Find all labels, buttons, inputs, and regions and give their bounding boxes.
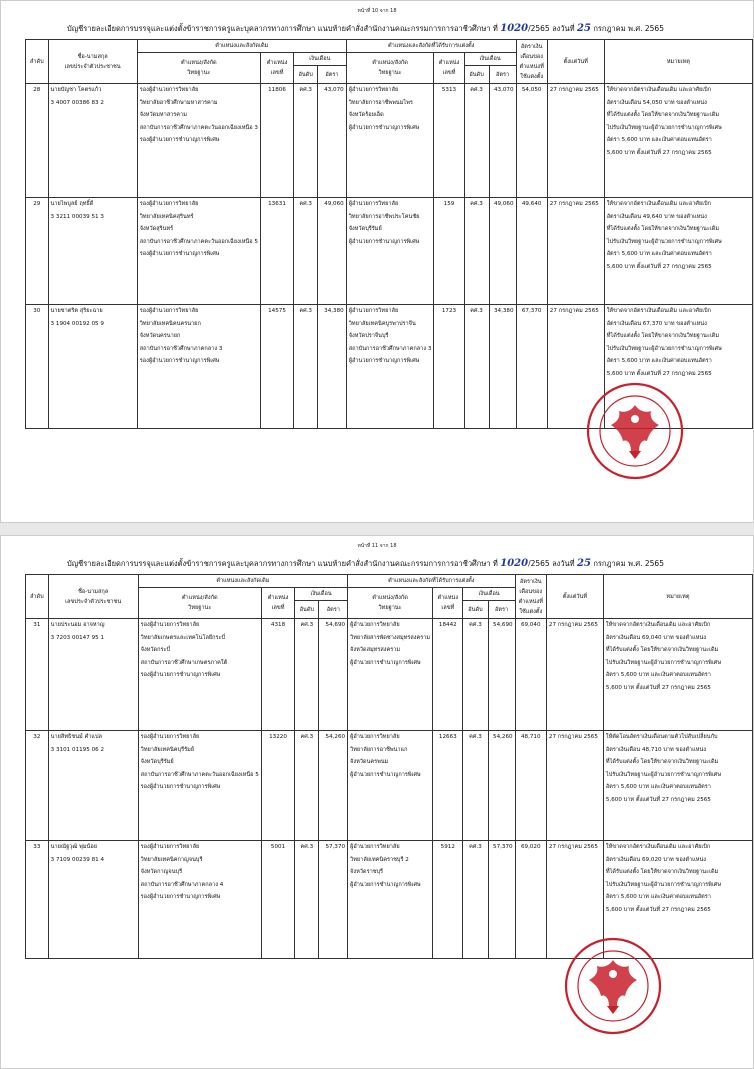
row-new-salary: 54,690 [488,619,515,731]
cell-line: วิทยาลัยการอาชีพประโคนชัย [348,213,420,220]
row-new-position-number: 5912 [433,841,463,959]
header-old-position-number [260,53,293,84]
appointment-row [26,198,753,305]
cell-line: ผู้อำนวยการชำนาญการพิเศษ [350,771,421,778]
row-person [48,731,138,841]
cell-line: วิทยาลัยเกษตรและเทคโนโลยีกระบี่ [140,634,226,641]
cell-line: ผู้อำนวยการวิทยาลัย [350,844,400,850]
document-page-1 [0,0,754,523]
cell-line: ให้ตัดโอนอัตราเงินเดือนตามตัวไปสับเปลี่ยนกับ [605,734,718,740]
header-old-position-group: ตำแหน่งและสังกัดเดิม [138,575,347,588]
cell-line: รองผู้อำนวยการชำนาญการพิเศษ [139,358,220,364]
person-name: นายบัญชา โคตรแก้ว [50,87,102,93]
cell-line: รองผู้อำนวยการวิทยาลัย [139,201,199,207]
header-line: วิทยฐานะ [378,605,402,611]
row-old-position-number: 14575 [260,305,293,429]
header-line: ตำแหน่ง [266,60,288,66]
person-name: นายณัฐวุฒิ พุ่มน้อย [50,844,97,850]
cell-line: ที่ได้รับแต่งตั้ง โดยให้ขาดจากเงินวิทยฐานะเดิม [605,759,719,765]
cell-line: ผู้อำนวยการชำนาญการพิเศษ [348,238,420,245]
cell-line: จังหวัดบุรีรัมย์ [140,759,174,765]
page-number: หน้าที่ 10 จาก 18 [357,8,397,14]
title-prefix: บัญชีรายละเอียดการบรรจุและแต่งตั้งข้าราชการครูและบุคลากรทางการศึกษา แนบท้ายคำสั่งสำนักงานคณะกรรมการการอาชีวศึกษา ที่ [67,559,498,568]
header-citizen-id: เลขประจำตัวประชาชน [64,63,121,70]
header-allowance [515,575,546,619]
cell-line: จังหวัดนครพนม [350,759,389,765]
header-new-rank: อันดับ [464,66,489,84]
header-allowance-line: ตำแหน่งที่ [518,598,543,605]
cell-line: ที่ได้รับแต่งตั้ง โดยให้ขาดจากเงินวิทยฐานะเดิม [606,226,720,232]
row-seq: 28 [26,84,49,198]
document-title [67,23,747,35]
row-old-position [138,731,261,841]
cell-line: จังหวัดราชบุรี [350,869,384,875]
handwritten-order-number: 1020 [500,558,529,569]
cell-line: วิทยาลัยการอาชีพพนมไพร [348,99,413,106]
header-seq: ลำดับ [26,40,49,84]
header-allowance-line: ตำแหน่งที่ [519,63,544,70]
cell-line: วิทยาลัยเทคนิคสุรินทร์ [139,213,194,220]
cell-line: รองผู้อำนวยการวิทยาลัย [139,308,199,314]
header-allowance-line: อัตราเงิน [520,43,543,50]
citizen-id: 3 7109 00239 81 4 [50,856,105,863]
title-mid: /2565 ลงวันที่ [528,24,575,33]
row-new-salary: 57,370 [488,841,515,959]
header-allowance-line: เดือนของ [520,53,543,60]
cell-line: ไปรับเงินวิทยฐานะผู้อำนวยการชำนาญการพิเศษ [606,124,722,131]
header-line: ตำแหน่ง/สังกัด [372,595,408,601]
header-old-position-number [261,588,294,619]
cell-line: รองผู้อำนวยการชำนาญการพิเศษ [140,784,221,790]
row-old-rank: คศ.3 [294,305,318,429]
row-person [48,841,138,959]
row-effective-date: 27 กรกฎาคม 2565 [547,84,604,198]
header-new-salary: เงินเดือน [463,588,515,601]
appointment-row [26,619,753,731]
header-new-salary: เงินเดือน [464,53,516,66]
cell-line: วิทยาลัยเทคนิคนครนายก [139,320,201,327]
cell-line: ให้ขาดจากอัตราเงินเดือนเดิม และอาศัยเบิก [606,87,712,93]
cell-line: อัตรา 5,600 บาท และเงินค่าตอบแทนอัตรา [606,358,712,364]
cell-line: ไปรับเงินวิทยฐานะผู้อำนวยการชำนาญการพิเศษ [606,345,722,352]
header-new-rate: อัตรา [488,601,515,619]
cell-line: จังหวัดสุรินทร์ [139,226,174,232]
header-old-position-affiliation [137,53,260,84]
header-old-rate: อัตรา [318,66,347,84]
cell-line: 5,600 บาท ตั้งแต่วันที่ 27 กรกฎาคม 2565 [605,796,711,803]
header-line: เลขที่ [442,70,456,76]
row-new-salary: 54,260 [488,731,515,841]
row-old-position-number: 13631 [260,198,293,305]
cell-line: จังหวัดมหาสารคาม [139,112,187,118]
row-new-position-number: 5313 [434,84,464,198]
cell-line: วิทยาลัยสารพัดช่างสมุทรสงคราม [350,634,431,641]
header-line: ตำแหน่ง [437,595,459,601]
row-seq: 32 [26,731,49,841]
cell-line: รองผู้อำนวยการชำนาญการพิเศษ [139,137,220,143]
row-old-rank: คศ.3 [295,841,319,959]
cell-line: ไปรับเงินวิทยฐานะผู้อำนวยการชำนาญการพิเศษ [605,881,722,888]
page-number: หน้าที่ 11 จาก 18 [357,543,397,549]
header-line: ตำแหน่ง [438,60,460,66]
cell-line: อัตราเงินเดือน 69,020 บาท ของตำแหน่ง [605,856,707,863]
cell-line: วิทยาลัยเทคนิคราชบุรี 2 [350,856,409,863]
person-name: นายไพบูลย์ ฤทธิ์ดี [50,201,94,207]
header-line: เลขที่ [441,605,455,611]
cell-line: 5,600 บาท ตั้งแต่วันที่ 27 กรกฎาคม 2565 [606,370,712,377]
cell-line: อัตราเงินเดือน 54,050 บาท ของตำแหน่ง [606,99,707,106]
person-name: นายสิทธิชนม์ คำแปล [50,734,102,740]
cell-line: รองผู้อำนวยการวิทยาลัย [140,844,200,850]
cell-line: รองผู้อำนวยการวิทยาลัย [139,87,199,93]
header-line: วิทยฐานะ [188,605,212,611]
header-line: ตำแหน่ง [267,595,289,601]
cell-line: จังหวัดสมุทรสงคราม [350,647,401,653]
header-allowance [516,40,547,84]
header-new-position-group: ตำแหน่งและสังกัดที่ได้รับการแต่งตั้ง [346,40,516,53]
header-citizen-id: เลขประจำตัวประชาชน [65,598,122,605]
header-new-position-number [434,53,464,84]
row-new-position [346,84,434,198]
header-old-rank: อันดับ [294,66,318,84]
cell-line: จังหวัดร้อยเอ็ด [348,112,384,118]
header-remarks: หมายเหตุ [603,575,752,619]
person-name: นายชาตริต สุริยะฉาย [50,308,103,314]
row-old-rank: คศ.3 [295,619,319,731]
row-allowance: 67,370 [516,305,547,429]
citizen-id: 3 3211 00039 51 3 [50,213,104,220]
row-old-salary: 54,690 [319,619,348,731]
handwritten-order-number: 1020 [500,23,529,34]
header-old-position-affiliation [138,588,261,619]
header-old-salary: เงินเดือน [294,53,347,66]
header-remarks: หมายเหตุ [604,40,752,84]
header-line: ตำแหน่ง/สังกัด [372,60,408,66]
cell-line: 5,600 บาท ตั้งแต่วันที่ 27 กรกฎาคม 2565 [605,684,711,691]
cell-line: อัตรา 5,600 บาท และเงินค่าตอบแทนอัตรา [605,894,711,900]
cell-line: สถาบันการอาชีวศึกษาภาคตะวันออกเฉียงเหนือ 3 [139,124,258,131]
citizen-id: 3 1904 00192 05 9 [50,320,104,327]
row-allowance: 54,050 [516,84,547,198]
cell-line: จังหวัดกาญจนบุรี [140,869,183,875]
header-old-rank: อันดับ [295,601,319,619]
title-suffix: กรกฎาคม พ.ศ. 2565 [593,24,664,33]
row-person [48,305,137,429]
row-old-rank: คศ.3 [294,198,318,305]
row-old-rank: คศ.3 [295,731,319,841]
cell-line: สถาบันการอาชีวศึกษาภาคกลาง 3 [139,345,223,352]
cell-line: ผู้อำนวยการวิทยาลัย [348,87,399,93]
cell-line: ไปรับเงินวิทยฐานะผู้อำนวยการชำนาญการพิเศษ [605,771,722,778]
row-new-rank: คศ.3 [463,731,488,841]
row-effective-date: 27 กรกฎาคม 2565 [547,198,604,305]
row-new-position-number: 12663 [433,731,463,841]
row-new-rank: คศ.3 [464,305,489,429]
cell-line: สถาบันการอาชีวศึกษาภาคตะวันออกเฉียงเหนือ 5 [140,771,259,778]
row-new-rank: คศ.3 [464,198,489,305]
row-old-salary: 43,070 [318,84,347,198]
appointment-table [25,39,753,429]
row-remarks [604,198,752,305]
row-allowance: 49,640 [516,198,547,305]
cell-line: ผู้อำนวยการวิทยาลัย [350,622,400,628]
row-new-salary: 34,380 [489,305,516,429]
handwritten-order-day: 25 [577,558,591,569]
cell-line: อัตรา 5,600 บาท และเงินค่าตอบแทนอัตรา [606,251,712,257]
header-new-position-number [433,588,463,619]
row-new-salary: 49,060 [489,198,516,305]
cell-line: ผู้อำนวยการวิทยาลัย [348,201,399,207]
cell-line: ผู้อำนวยการชำนาญการพิเศษ [350,881,421,888]
header-name-id [48,40,137,84]
cell-line: สถาบันการอาชีวศึกษาภาคกลาง 3 [348,345,432,352]
cell-line: จังหวัดปราจีนบุรี [348,333,389,339]
official-seal [563,936,663,1036]
row-allowance: 69,020 [515,841,546,959]
row-remarks [604,84,752,198]
header-old-rate: อัตรา [319,601,348,619]
header-effective-date: ตั้งแต่วันที่ [546,575,603,619]
cell-line: 5,600 บาท ตั้งแต่วันที่ 27 กรกฎาคม 2565 [606,149,712,156]
cell-line: สถาบันการอาชีวศึกษาภาคตะวันออกเฉียงเหนือ 5 [139,238,258,245]
row-old-position-number: 13220 [261,731,294,841]
row-old-position [138,619,261,731]
row-new-rank: คศ.3 [464,84,489,198]
cell-line: อัตราเงินเดือน 49,640 บาท ของตำแหน่ง [606,213,707,220]
header-effective-date: ตั้งแต่วันที่ [547,40,604,84]
cell-line: วิทยาลัยเทคนิคกาญจนบุรี [140,856,203,863]
row-old-salary: 57,370 [319,841,348,959]
row-old-rank: คศ.3 [294,84,318,198]
row-remarks [603,731,752,841]
citizen-id: 3 3101 01195 06 2 [50,746,105,753]
cell-line: ผู้อำนวยการวิทยาลัย [350,734,400,740]
cell-line: 5,600 บาท ตั้งแต่วันที่ 27 กรกฎาคม 2565 [605,906,711,913]
row-allowance: 69,040 [515,619,546,731]
row-old-position [137,198,260,305]
row-person [48,619,138,731]
row-old-salary: 34,380 [318,305,347,429]
row-person [48,198,137,305]
header-new-rank: อันดับ [463,601,488,619]
title-mid: /2565 ลงวันที่ [528,559,575,568]
cell-line: สถาบันการอาชีวศึกษาเกษตรภาคใต้ [140,659,228,666]
handwritten-order-day: 25 [577,23,591,34]
cell-line: ผู้อำนวยการวิทยาลัย [348,308,399,314]
header-line: วิทยฐานะ [378,70,402,76]
cell-line: อัตรา 5,600 บาท และเงินค่าตอบแทนอัตรา [606,137,712,143]
header-allowance-line: ใช้แต่งตั้ง [520,73,544,80]
cell-line: ผู้อำนวยการชำนาญการพิเศษ [348,124,420,131]
header-line: ตำแหน่ง/สังกัด [181,60,217,66]
title-prefix: บัญชีรายละเอียดการบรรจุและแต่งตั้งข้าราชการครูและบุคลากรทางการศึกษา แนบท้ายคำสั่งสำนักงานคณะกรรมการการอาชีวศึกษา ที่ [67,24,498,33]
cell-line: ที่ได้รับแต่งตั้ง โดยให้ขาดจากเงินวิทยฐานะเดิม [606,333,720,339]
row-person [48,84,137,198]
row-old-position-number: 4318 [261,619,294,731]
header-new-position-group: ตำแหน่งและสังกัดที่ได้รับการแต่งตั้ง [348,575,516,588]
cell-line: ไปรับเงินวิทยฐานะผู้อำนวยการชำนาญการพิเศษ [606,238,722,245]
row-old-position-number: 11806 [260,84,293,198]
cell-line: รองผู้อำนวยการชำนาญการพิเศษ [139,251,220,257]
header-line: เลขที่ [271,605,285,611]
row-effective-date: 27 กรกฎาคม 2565 [546,841,603,959]
cell-line: ที่ได้รับแต่งตั้ง โดยให้ขาดจากเงินวิทยฐานะเดิม [605,869,719,875]
row-new-position-number: 18442 [433,619,463,731]
cell-line: อัตราเงินเดือน 69,040 บาท ของตำแหน่ง [605,634,707,641]
cell-line: อัตรา 5,600 บาท และเงินค่าตอบแทนอัตรา [605,784,711,790]
row-old-position [137,305,260,429]
cell-line: รองผู้อำนวยการชำนาญการพิเศษ [140,894,221,900]
row-effective-date: 27 กรกฎาคม 2565 [546,619,603,731]
row-allowance: 48,710 [515,731,546,841]
row-new-position [348,731,433,841]
cell-line: ให้ขาดจากอัตราเงินเดือนเดิม และอาศัยเบิก [606,308,712,314]
row-old-position-number: 5001 [261,841,294,959]
cell-line: ที่ได้รับแต่งตั้ง โดยให้ขาดจากเงินวิทยฐานะเดิม [605,647,719,653]
header-line: วิทยฐานะ [187,70,211,76]
header-new-position-affiliation [346,53,434,84]
row-new-position-number: 1723 [434,305,464,429]
cell-line: จังหวัดนครนายก [139,333,181,339]
row-new-rank: คศ.3 [463,619,488,731]
citizen-id: 3 7203 00147 95 1 [50,634,105,641]
cell-line: 5,600 บาท ตั้งแต่วันที่ 27 กรกฎาคม 2565 [606,263,712,270]
row-effective-date: 27 กรกฎาคม 2565 [546,731,603,841]
cell-line: อัตราเงินเดือน 48,710 บาท ของตำแหน่ง [605,746,707,753]
row-seq: 29 [26,198,49,305]
header-allowance-line: อัตราเงิน [519,578,542,585]
row-new-position [346,305,434,429]
appointment-row [26,731,753,841]
header-seq: ลำดับ [26,575,49,619]
appointment-table [25,574,753,959]
cell-line: ให้ขาดจากอัตราเงินเดือนเดิม และอาศัยเบิก [605,622,711,628]
cell-line: รองผู้อำนวยการวิทยาลัย [140,734,200,740]
row-new-salary: 43,070 [489,84,516,198]
cell-line: จังหวัดบุรีรัมย์ [348,226,382,232]
cell-line: ไปรับเงินวิทยฐานะผู้อำนวยการชำนาญการพิเศษ [605,659,722,666]
cell-line: ที่ได้รับแต่งตั้ง โดยให้ขาดจากเงินวิทยฐานะเดิม [606,112,720,118]
row-new-rank: คศ.3 [463,841,488,959]
header-name: ชื่อ-นามสกุล [77,53,108,60]
row-seq: 30 [26,305,49,429]
header-name: ชื่อ-นามสกุล [78,588,109,595]
cell-line: รองผู้อำนวยการชำนาญการพิเศษ [140,672,221,678]
cell-line: จังหวัดกระบี่ [140,647,171,653]
appointment-row [26,84,753,198]
row-remarks [603,619,752,731]
citizen-id: 3 4007 00386 83 2 [50,99,104,106]
garuda-seal-icon [585,381,685,481]
row-seq: 33 [26,841,49,959]
header-allowance-line: ใช้แต่งตั้ง [519,608,543,615]
header-name-id [48,575,138,619]
header-allowance-line: เดือนของ [519,588,543,595]
row-old-salary: 54,260 [319,731,348,841]
document-title [67,558,747,570]
cell-line: ให้ขาดจากอัตราเงินเดือนเดิม และอาศัยเบิก [605,844,711,850]
header-old-salary: เงินเดือน [295,588,348,601]
header-new-rate: อัตรา [489,66,516,84]
header-old-position-group: ตำแหน่งและสังกัดเดิม [137,40,346,53]
cell-line: อัตรา 5,600 บาท และเงินค่าตอบแทนอัตรา [605,672,711,678]
title-suffix: กรกฎาคม พ.ศ. 2565 [593,559,664,568]
person-name: นายประนอม อาจหาญ [50,622,105,628]
row-new-position [346,198,434,305]
cell-line: วิทยาลัยการอาชีพนาแก [350,746,408,753]
document-page-2 [0,535,754,1069]
cell-line: ผู้อำนวยการชำนาญการพิเศษ [348,358,420,364]
cell-line: วิทยาลัยเทคนิคบุรีรัมย์ [140,746,195,753]
row-new-position [348,619,433,731]
cell-line: วิทยาลัยอาชีวศึกษามหาสารคาม [139,99,218,106]
cell-line: อัตราเงินเดือน 67,370 บาท ของตำแหน่ง [606,320,707,327]
row-old-salary: 49,060 [318,198,347,305]
row-effective-date: 27 กรกฎาคม 2565 [547,305,604,429]
cell-line: ผู้อำนวยการชำนาญการพิเศษ [350,659,421,666]
cell-line: สถาบันการอาชีวศึกษาภาคกลาง 4 [140,881,224,888]
row-old-position [137,84,260,198]
cell-line: รองผู้อำนวยการวิทยาลัย [140,622,200,628]
row-new-position [348,841,433,959]
official-seal [585,381,685,481]
cell-line: วิทยาลัยเทคนิคบูรพาปราจีน [348,320,416,327]
garuda-seal-icon [563,936,663,1036]
cell-line: ให้ขาดจากอัตราเงินเดือนเดิม และอาศัยเบิก [606,201,712,207]
header-new-position-affiliation [348,588,433,619]
row-old-position [138,841,261,959]
row-seq: 31 [26,619,49,731]
header-line: ตำแหน่ง/สังกัด [181,595,218,601]
header-line: เลขที่ [270,70,284,76]
row-new-position-number: 159 [434,198,464,305]
